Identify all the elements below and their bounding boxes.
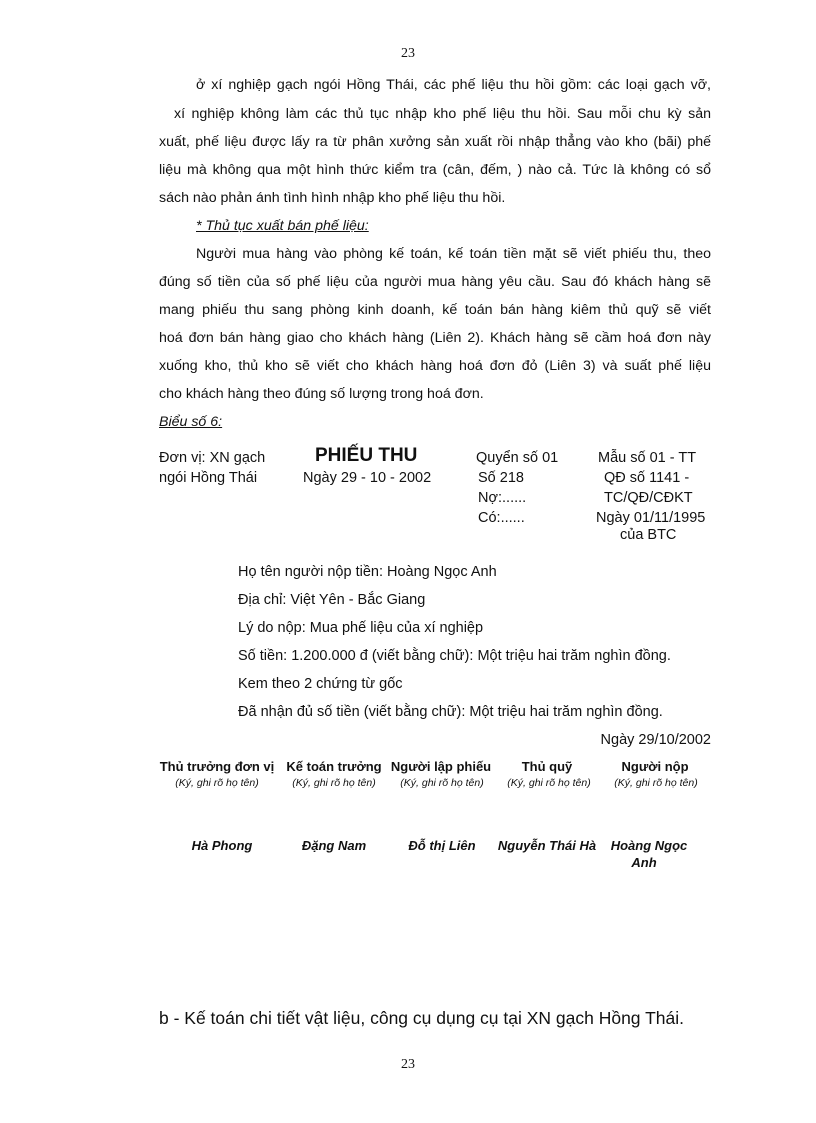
- receipt-debit: Nợ:......: [478, 490, 527, 506]
- signature-name-preparer: Đỗ thị Liên: [408, 838, 476, 853]
- address-field: Địa chỉ: Việt Yên - Bắc Giang: [238, 592, 426, 608]
- decision-issuer: của BTC: [620, 527, 677, 543]
- signature-role-preparer: Người lập phiếu: [390, 759, 492, 774]
- section-heading: b - Kế toán chi tiết vật liệu, công cụ dụng cụ tại XN gạch Hồng Thái.: [159, 1008, 684, 1028]
- attachments-field: Kem theo 2 chứng từ gốc: [238, 676, 403, 692]
- sign-date: Ngày 29/10/2002: [600, 732, 711, 748]
- page-number-top: 23: [401, 46, 415, 61]
- signature-role-head: Thủ trưởng đơn vị: [159, 759, 275, 774]
- page-number-bottom: 23: [401, 1057, 415, 1072]
- receipt-number: Số 218: [478, 470, 524, 486]
- procedure-line-3: mang phiếu thu sang phòng kinh doanh, kế toán bán hàng kiêm thủ quỹ sẽ viết: [159, 302, 711, 318]
- decision-line-1: QĐ số 1141 -: [604, 470, 690, 486]
- form-number: Mẫu số 01 - TT: [598, 450, 697, 466]
- signature-name-head: Hà Phong: [191, 838, 253, 853]
- body-line-3: xuất, phế liệu được lấy ra từ phân xưởng sản xuất rồi nhập thẳng vào kho (bãi) phế: [159, 134, 711, 150]
- procedure-line-5: xuống kho, thủ kho sẽ viết cho khách hàng hoá đơn đỏ (Liên 3) và suất phế liệu: [159, 358, 711, 374]
- signature-role-payer: Người nộp: [621, 759, 689, 774]
- receipt-credit: Có:......: [478, 510, 525, 526]
- body-line-2: xí nghiệp không làm các thủ tục nhập kho phế liệu thu hồi. Sau mỗi chu kỳ sản: [174, 106, 711, 122]
- signature-name-chief-accountant: Đặng Nam: [301, 838, 367, 853]
- signature-hint-head: (Ký, ghi rõ họ tên): [175, 777, 259, 789]
- signature-role-cashier: Thủ quỹ: [521, 759, 573, 774]
- body-line-4: liệu mà không qua một hình thức kiểm tra (cân, đếm, ) nào cả. Tức là không có sổ: [159, 162, 711, 178]
- signature-hint-cashier: (Ký, ghi rõ họ tên): [507, 777, 591, 789]
- receipt-title: PHIẾU THU: [315, 445, 418, 466]
- receipt-book: Quyển số 01: [476, 450, 559, 466]
- receipt-date: Ngày 29 - 10 - 2002: [303, 470, 432, 486]
- received-field: Đã nhận đủ số tiền (viết bằng chữ): Một triệu hai trăm nghìn đồng.: [238, 704, 663, 720]
- signature-name-cashier: Nguyễn Thái Hà: [497, 838, 597, 853]
- signature-role-chief-accountant: Kế toán trưởng: [286, 759, 382, 774]
- form-label: Biểu số 6:: [159, 414, 223, 430]
- signature-name-payer-line-1: Hoàng Ngọc: [610, 838, 688, 853]
- procedure-line-4: hoá đơn bán hàng giao cho khách hàng (Liên 2). Khách hàng sẽ cầm hoá đơn này: [159, 330, 711, 346]
- unit-line-2: ngói Hồng Thái: [159, 470, 258, 486]
- procedure-line-2: đúng số tiền của số phế liệu của người mua hàng yêu cầu. Sau đó khách hàng sẽ: [159, 274, 711, 290]
- decision-date: Ngày 01/11/1995: [596, 510, 706, 526]
- procedure-heading: * Thủ tục xuất bán phế liệu:: [196, 218, 369, 234]
- signature-hint-chief-accountant: (Ký, ghi rõ họ tên): [292, 777, 376, 789]
- body-line-1: ở xí nghiệp gạch ngói Hồng Thái, các phế liệu thu hồi gồm: các loại gạch vỡ,: [196, 77, 711, 93]
- unit-line-1: Đơn vị: XN gạch: [159, 450, 266, 466]
- payer-field: Họ tên người nộp tiền: Hoàng Ngọc Anh: [238, 564, 497, 580]
- amount-field: Số tiền: 1.200.000 đ (viết bằng chữ): Một triệu hai trăm nghìn đồng.: [238, 648, 671, 664]
- procedure-line-1: Người mua hàng vào phòng kế toán, kế toán tiền mặt sẽ viết phiếu thu, theo: [196, 246, 711, 262]
- procedure-line-6: cho khách hàng theo đúng số lượng trong hoá đơn.: [159, 386, 484, 402]
- signature-hint-preparer: (Ký, ghi rõ họ tên): [400, 777, 484, 789]
- body-line-5: sách nào phản ánh tình hình nhập kho phế liệu thu hồi.: [159, 190, 506, 206]
- signature-hint-payer: (Ký, ghi rõ họ tên): [614, 777, 698, 789]
- reason-field: Lý do nộp: Mua phế liệu của xí nghiệp: [238, 620, 484, 636]
- signature-name-payer-line-2: Anh: [631, 855, 657, 870]
- decision-line-2: TC/QĐ/CĐKT: [604, 490, 693, 506]
